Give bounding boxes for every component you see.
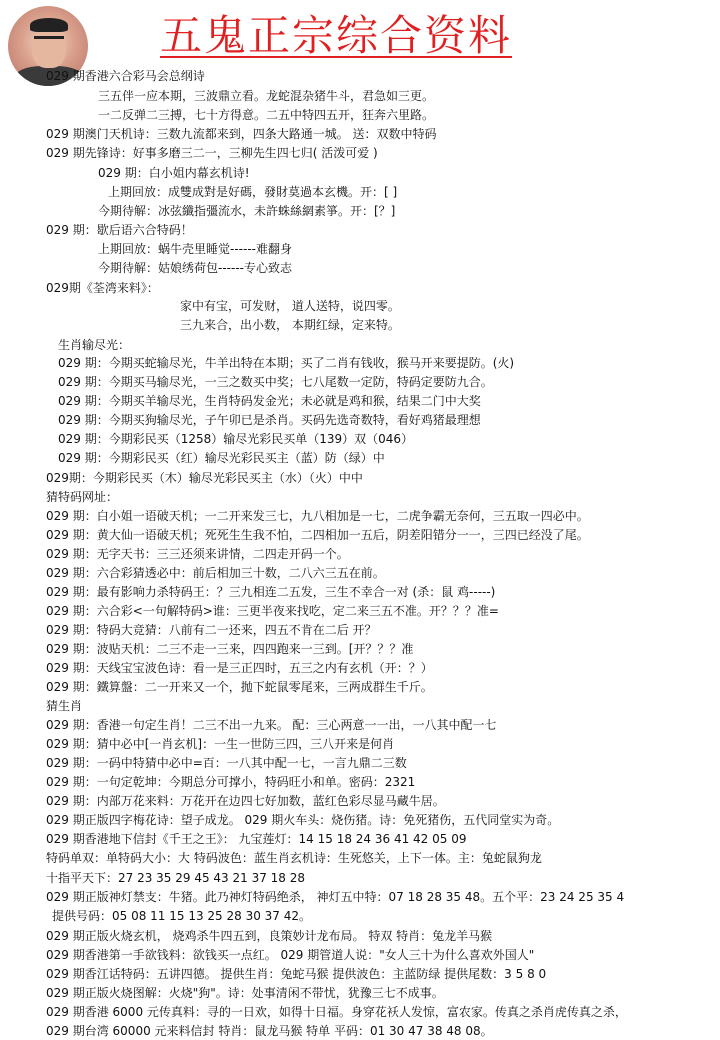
text-line: 猜生肖 xyxy=(46,699,83,713)
text-line: 029 期：歇后语六合特码！ xyxy=(46,223,193,237)
text-line: 029 期：天线宝宝波色诗：看一是三正四时，五三之内有玄机（开：？） xyxy=(46,661,433,675)
text-line: 029 期正版火烧图解：火烧"狗"。诗：处事清闲不带忧，犹豫三七不成事。 xyxy=(46,986,444,1000)
avatar-hair-shape xyxy=(30,18,68,32)
text-line: 029 期澳门天机诗：三数九流都来到，四条大路通一城。 送：双数中特码 xyxy=(46,127,437,141)
text-line: 029 期正版火烧玄机， 烧鸡杀牛四五到，良策妙计龙布局。 特双 特肖：兔龙羊马猴 xyxy=(46,929,493,943)
avatar-glasses-shape xyxy=(34,36,64,45)
text-line: 三五伴一应本期，三波鼎立看。龙蛇混杂猪牛斗，君急如三更。 xyxy=(98,89,435,103)
text-line: 029 期香港 6000 元传真料：寻的一日欢，如得十日福。身穿花袄人发惊，富农家。传真之杀肖虎传真之杀， xyxy=(46,1005,627,1019)
text-line: 一二反弹二三搏，七十方得意。二五中特四五开，狂奔六里路。 xyxy=(98,108,435,122)
text-line: 家中有宝，可发财， 道人送特，说四零。 xyxy=(180,299,400,313)
text-line: 029期：今期彩民买（木）输尽光彩民买主（水）（火）中中 xyxy=(46,471,363,485)
text-line: 029 期先锋诗：好事多磨三二一，三柳先生四七归( 活泼可爱 ) xyxy=(46,146,378,160)
text-line: 029 期香港地下信封《千王之王》： 九宝莲灯：14 15 18 24 36 41 42 05 09 xyxy=(46,832,467,846)
text-line: 上期回放：蜗牛壳里睡觉------难翻身 xyxy=(98,242,292,256)
text-line: 029 期香江话特码：五讲四德。 提供生肖：兔蛇马猴 提供波色：主蓝防绿 提供尾数：3 5 8 0 xyxy=(46,967,547,981)
text-line: 029 期正版四字梅花诗：望子成龙。 029 期火车头：烧伤猪。诗：免死猪伤，五代同堂实为奇。 xyxy=(46,813,560,827)
text-line: 029 期：今期彩民买（红）输尽光彩民买主（蓝）防（绿）中 xyxy=(58,451,385,465)
text-line: 029 期：六合彩<一句解特码>谁：三更半夜来找吃，定二来三五不准。开？？？准= xyxy=(46,604,499,618)
text-line: 三九来合，出小数， 本期红绿，定来特。 xyxy=(180,318,400,332)
page-title: 五鬼正宗综合资料 xyxy=(160,11,513,60)
text-line: 029 期香港第一手欲钱料：欲钱买一点红。 029 期管道人说："女人三十为什么喜欢外国人" xyxy=(46,948,535,962)
text-line: 029 期：最有影响力杀特码王：？三九相连二五发，三生不幸合一对 (杀：鼠 鸡-----) xyxy=(46,585,496,599)
text-line: 029 期：波贴天机：二三不走一三来，四四跑来一三到。[开？？？准 xyxy=(46,642,414,656)
text-line: 029 期：今期买蛇输尽光，牛羊出特在本期；买了二肖有钱收，猴马开来要提防。(火) xyxy=(58,356,515,370)
text-line: 029 期：白小姐一语破天机；一二开来发三七，九八相加是一七，二虎争霸无奈何，三五取一四必中。 xyxy=(46,509,589,523)
text-line: 生肖输尽光： xyxy=(58,338,131,352)
text-line: 029 期：今期买狗输尽光，子午卯已是杀肖。买码先选奇数特，看好鸡猪最理想 xyxy=(58,413,481,427)
text-line: 029期《荃湾来料》： xyxy=(46,281,159,295)
text-line: 029 期：今期买马输尽光，一三之数买中奖；七八尾数一定防，特码定要防九合。 xyxy=(58,375,493,389)
text-line: 029 期：内部万花来料：万花开在边四七好加数，蓝红色彩尽显马藏牛居。 xyxy=(46,794,445,808)
text-line: 029 期：六合彩猜透必中：前后相加三十数，二八六三五在前。 xyxy=(46,566,385,580)
text-line: 特码单双：单特码大小：大 特码波色：蓝生肖玄机诗：生死悠关，上下一体。主：兔蛇鼠狗龙 xyxy=(46,851,542,865)
text-line: 今期待解：冰弦纖指彊流水，未許蛛絲網素箏。开：[？] xyxy=(98,204,396,218)
text-line: 上期回放：成雙成對是好碼，發財莫過本玄機。开：[ ] xyxy=(108,185,398,199)
text-line: 029 期台湾 60000 元来料信封 特肖：鼠龙马猴 特单 平码：01 30 47 38 48 08。 xyxy=(46,1024,493,1038)
text-line: 029 期：猜中必中[一肖玄机]：一生一世防三四，三八开来是何肖 xyxy=(46,737,395,751)
text-line: 029 期：黄大仙一语破天机；死死生生我不怕，二四相加一五后，阴差阳错分一一，三四已经没了尾。 xyxy=(46,528,589,542)
text-line: 029 期：鐵算盤：二一开来又一个，抛下蛇鼠零尾来，三两成群生千斤。 xyxy=(46,680,433,694)
text-line: 029 期正版神灯禁支：牛猪。此乃神灯特码绝杀， 神灯五中特：07 18 28 35 48。五个平：23 24 25 35 4 xyxy=(46,890,625,904)
text-line: 猜特码网址： xyxy=(46,490,119,504)
text-line: 029 期：无字天书：三三还须来讲情，二四走开码一个。 xyxy=(46,547,349,561)
text-line: 十指平天下：27 23 35 29 45 43 21 37 18 28 xyxy=(46,871,306,885)
text-line: 提供号码：05 08 11 15 13 25 28 30 37 42。 xyxy=(52,909,312,923)
text-line: 今期待解：姑娘绣荷包------专心致志 xyxy=(98,261,292,275)
text-line: 029 期：一码中特猜中必中=百：一八其中配一七，一言九鼎二三数 xyxy=(46,756,407,770)
text-line: 029 期：今期买羊输尽光，生肖特码发金光；未必就是鸡和猴，结果二门中大奖 xyxy=(58,394,481,408)
text-line: 029 期：白小姐内幕玄机诗! xyxy=(98,166,250,180)
text-line: 029 期：一句定乾坤：今期总分可撑小，特码旺小和单。密码：2321 xyxy=(46,775,416,789)
text-line: 029 期香港六合彩马会总纲诗 xyxy=(46,69,205,83)
text-line: 029 期：香港一句定生肖！二三不出一九来。 配：三心两意一一出，一八其中配一七 xyxy=(46,718,497,732)
text-line: 029 期：今期彩民买（1258）输尽光彩民买单（139）双（046） xyxy=(58,432,414,446)
text-line: 029 期：特码大竞猜：八前有二一还来，四五不肯在二后 开？ xyxy=(46,623,377,637)
